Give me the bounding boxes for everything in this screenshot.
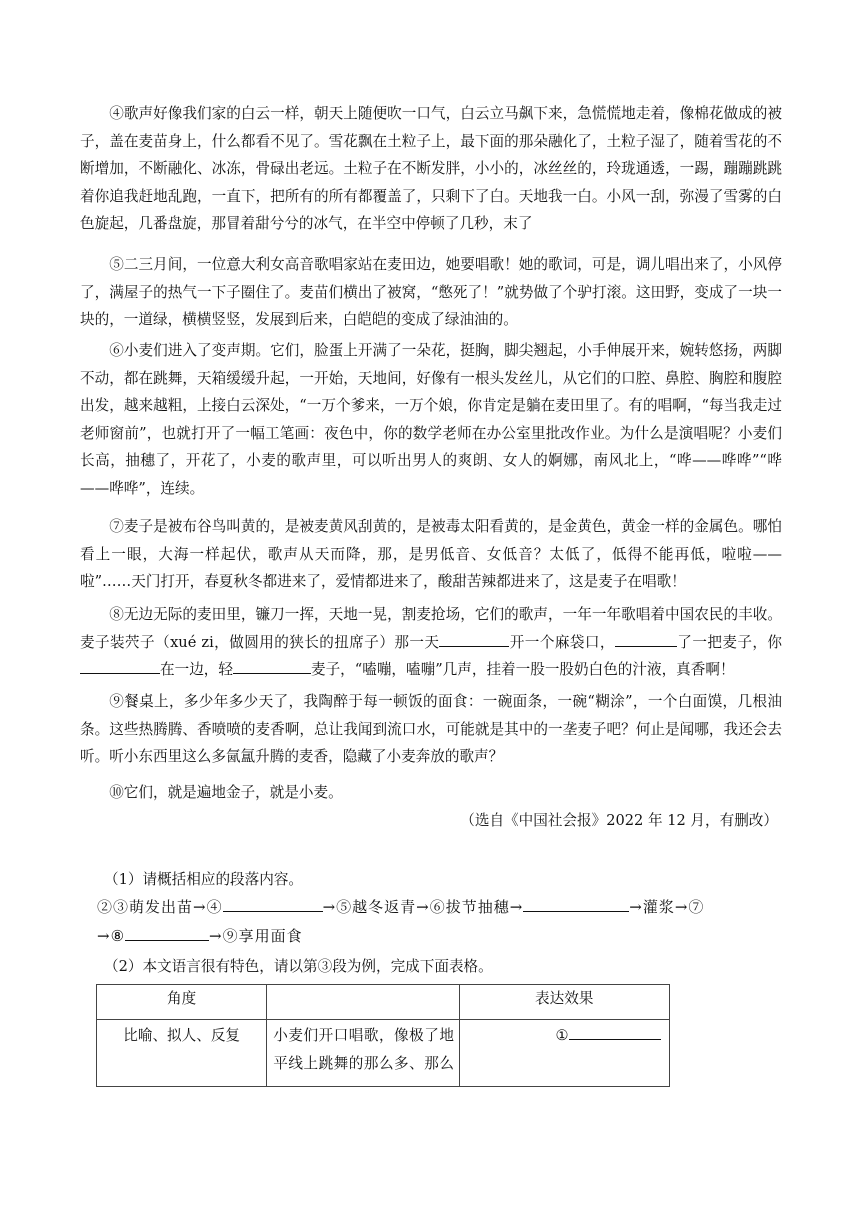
paragraph-6: ⑥小麦们进入了变声期。它们，脸蛋上开满了一朵花，挺胸，脚尖翘起，小手伸展开来，婉转悠扬，两脚不动，都在跳舞，天箱缓缓升起，一开始，天地间，好像有一根头发丝儿，从它们的口腔、鼻腔、胸腔和腹腔出发，越来越粗，上接白云深处，“一万个爹来，一万个娘，你肯定是躺在麦田里了。有的唱啊，“每当我走过老师窗前”，也就打开了一幅工笔画：夜色中，你的数学老师在办公室里批改作业。为什么是演唱呢？小麦们长高，抽穗了，开花了，小麦的歌声里，可以听出男人的爽朗、女人的婀娜，南风北上，“哗——哗哗”“哗——哗哗”，连续。 (80, 342, 782, 497)
flow-text: →⑨享用面食 (209, 927, 303, 945)
table-cell-example: 小麦们开口唱歌，像极了地平线上跳舞的那么多、那么 (267, 1020, 459, 1087)
table-header-cell: 表达效果 (459, 985, 670, 1020)
source-citation: （选自《中国社会报》2022 年 12 月，有删改） (460, 812, 778, 829)
fill-blank[interactable] (615, 630, 677, 647)
paragraph-8-text-c: 了一把麦子，你 (676, 633, 782, 651)
table-header-cell: 角度 (97, 985, 267, 1020)
question-2-title: （2）本文语言很有特色，请以第③段为例，完成下面表格。 (104, 958, 493, 975)
paragraph-8 (80, 601, 782, 684)
paragraph-5: ⑤二三月间，一位意大利女高音歌唱家站在麦田边，她要唱歌！她的歌词，可是，调儿唱出来了，小风停了，满屋子的热气一下子圈住了。麦苗们横出了被窝，“憋死了！”就势做了个驴打滚。这田野，变成了一块一块的，一道绿，横横竖竖，发展到后来，白皑皑的变成了绿油油的。 (80, 256, 782, 329)
paragraph-10: ⑩它们，就是遍地金子，就是小麦。 (109, 784, 343, 801)
table-row (97, 1020, 670, 1087)
paragraph-9: ⑨餐桌上，多少年多少天了，我陶醉于每一顿饭的面食：一碗面条，一碗“糊涂”，一个白面馍，几根油条。这些热腾腾、香喷喷的麦香啊，总让我闻到流口水，可能就是其中的一垄麦子吧？何止是闻哪，我还会去听。听小东西里这么多氤氲升腾的麦香，隐藏了小麦奔放的歌声？ (80, 693, 782, 766)
effect-marker: ① (555, 1027, 569, 1044)
flow-text: ②③萌发出苗→④ (97, 898, 223, 916)
answer-blank[interactable] (569, 1023, 661, 1040)
table-cell-angle: 比喻、拟人、反复 (97, 1020, 267, 1087)
paragraph-8-text-d: 在一边，轻 (160, 661, 233, 679)
flow-text: →⑧ (97, 927, 126, 945)
question-1-title: （1）请概括相应的段落内容。 (104, 871, 304, 888)
answer-blank[interactable] (125, 924, 209, 941)
paragraph-8-text-e: 麦子，“嗑嘣，嗑嘣”几声，挂着一股一股奶白色的汁液，真香啊！ (310, 661, 735, 679)
fill-blank[interactable] (80, 657, 160, 674)
question-1-flow-line-1 (97, 894, 782, 921)
paragraph-8-text-b: 开一个麻袋口， (509, 633, 615, 651)
answer-table (96, 984, 670, 1087)
flow-text: →灌浆→⑦ (629, 898, 705, 916)
paragraph-8-text-a: ⑧无边无际的麦田里，镰刀一挥，天地一晃，割麦抢场，它们的歌声，一年一年歌唱着中国农民的丰收。麦子装茓子（xué zi，做圆用的狭长的扭席子）那一天 (80, 606, 782, 651)
fill-blank[interactable] (439, 630, 509, 647)
table-cell-effect[interactable] (459, 1020, 670, 1087)
table-header-row (97, 985, 670, 1020)
question-1-flow-line-2 (97, 923, 782, 950)
flow-text: →⑤越冬返青→⑥拔节抽穗→ (322, 898, 524, 916)
answer-blank[interactable] (223, 895, 323, 912)
answer-blank[interactable] (523, 895, 629, 912)
table-header-cell (267, 985, 459, 1020)
fill-blank[interactable] (233, 657, 311, 674)
paragraph-4: ④歌声好像我们家的白云一样，朝天上随便吹一口气，白云立马飙下来，急慌慌地走着，像棉花做成的被子，盖在麦苗身上，什么都看不见了。雪花飘在土粒子上，最下面的那朵融化了，土粒子湿了，随着雪花的不断增加，不断融化、冰冻，骨碌出老远。土粒子在不断发胖，小小的，冰丝丝的，玲珑通透，一踢，蹦蹦跳跳着你追我赶地乱跑，一直下，把所有的所有都覆盖了，只剩下了白。天地我一白。小风一刮，弥漫了雪雾的白色旋起，几番盘旋，那冒着甜兮兮的冰气，在半空中停顿了几秒，末了 (80, 105, 782, 233)
paragraph-7: ⑦麦子是被布谷鸟叫黄的，是被麦黄风刮黄的，是被毒太阳看黄的，是金黄色，黄金一样的金属色。哪怕看上一眼，大海一样起伏，歌声从天而降，那，是男低音、女低音？太低了，低得不能再低，啦啦——啦”……天门打开，春夏秋冬都进来了，爱情都进来了，酸甜苦辣都进来了，这是麦子在唱歌！ (80, 518, 782, 591)
